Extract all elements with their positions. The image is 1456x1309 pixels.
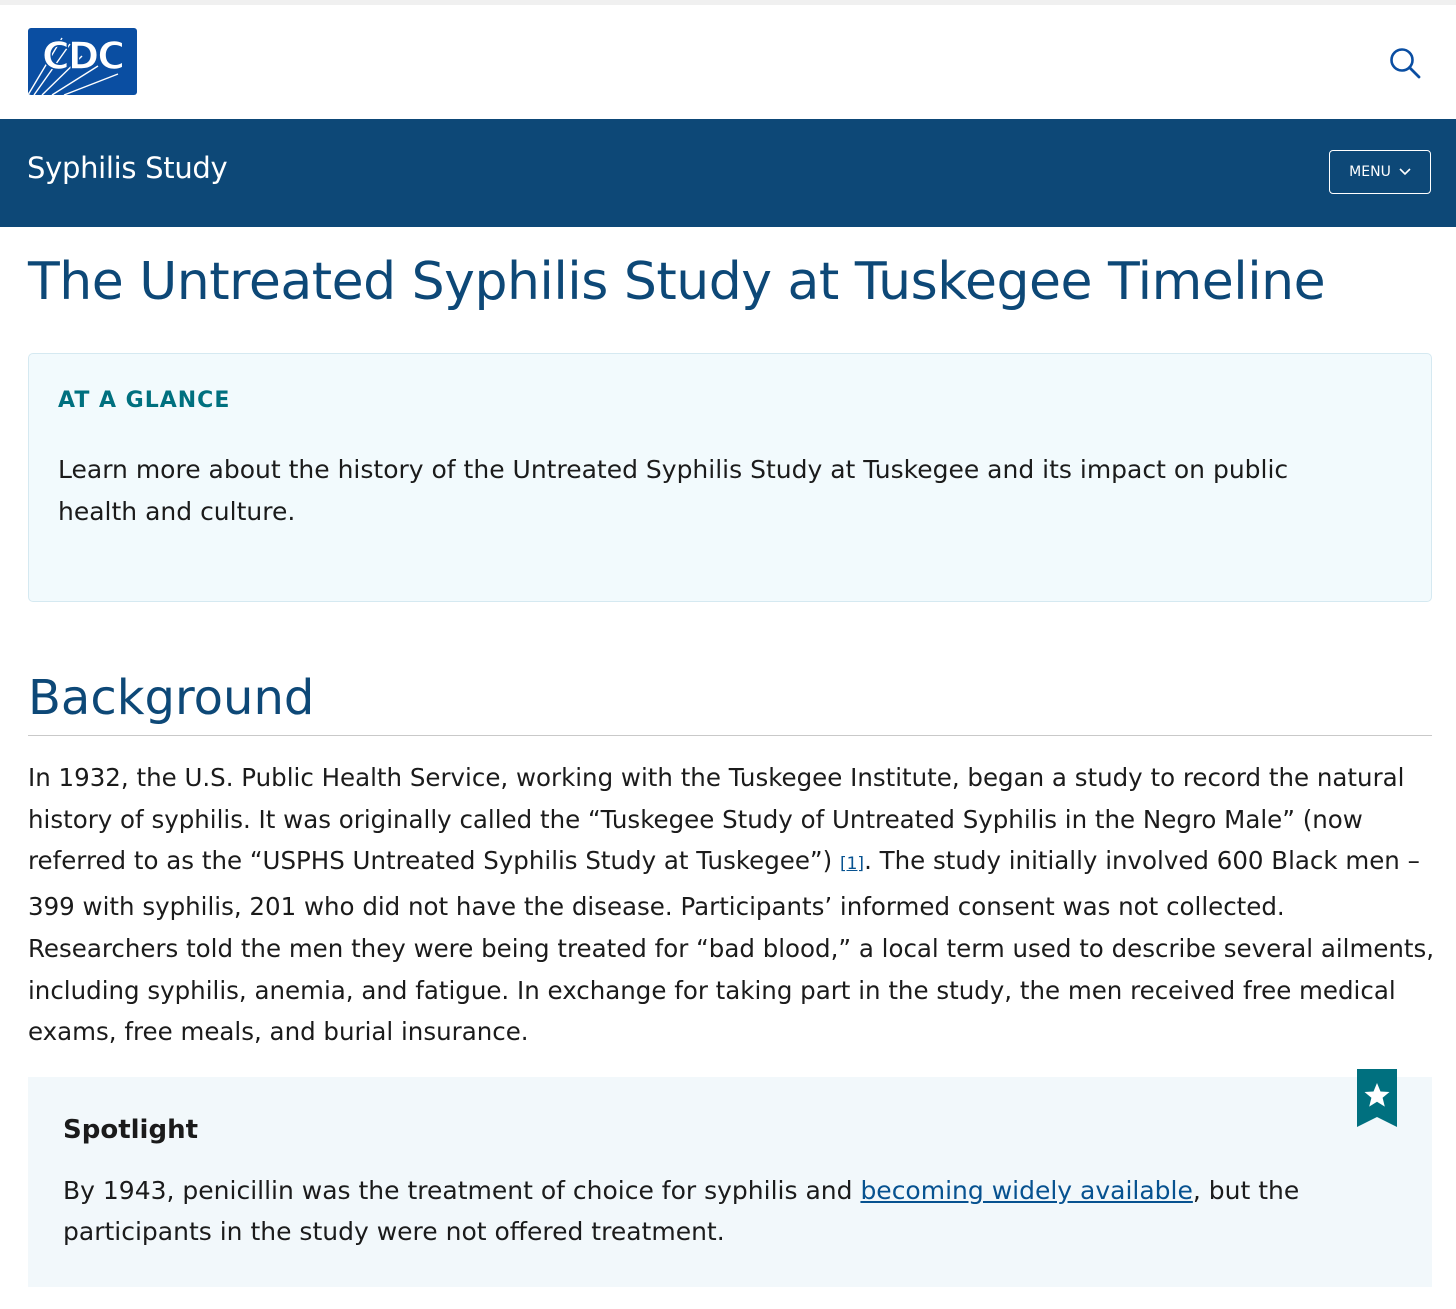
star-bookmark-icon <box>1357 1069 1397 1127</box>
widely-available-link[interactable]: becoming widely available <box>860 1176 1193 1205</box>
chevron-down-icon <box>1399 168 1411 176</box>
footnote-link-1[interactable]: [1] <box>839 854 865 875</box>
background-text-part-1: In 1932, the U.S. Public Health Service, working with the Tuskegee Institute, began a study to record the natural history of syphilis. It was originally called the “Tuskegee Study of Untreated Syphilis in the Negro Male” (now referred to as the “USPHS Untreated Syphilis Study at Tuskegee”) <box>28 763 1405 876</box>
site-title[interactable]: Syphilis Study <box>27 151 228 185</box>
logo-text: CDC <box>41 34 124 78</box>
page-title: The Untreated Syphilis Study at Tuskegee Timeline <box>28 252 1326 312</box>
background-heading: Background <box>28 670 315 726</box>
site-header <box>0 5 1456 119</box>
search-button[interactable] <box>1388 46 1422 80</box>
at-a-glance-label: AT A GLANCE <box>58 388 231 413</box>
spotlight-text-part-2: , but the participants in the study were not offered treatment. <box>63 1176 1300 1246</box>
cdc-logo[interactable] <box>28 28 137 95</box>
background-text-part-2: . The study initially involved 600 Black men – 399 with syphilis, 201 who did not have the disease. Participants’ informed consent was not collected. Researchers told the men they were being treated for “bad blood,” a local term used to describe several ailments, including syphilis, anemia, and fatigue. In exchange for taking part in the study, the men received free medical exams, free meals, and burial insurance. <box>28 846 1435 1047</box>
spotlight-title: Spotlight <box>63 1115 199 1145</box>
at-a-glance-box <box>28 353 1432 602</box>
spotlight-text-part-1: By 1943, penicillin was the treatment of choice for syphilis and <box>63 1176 861 1205</box>
search-icon <box>1388 46 1422 80</box>
site-banner <box>0 119 1456 227</box>
spotlight-text <box>63 1170 1363 1252</box>
menu-label: MENU <box>1349 164 1391 180</box>
heading-divider <box>28 735 1432 736</box>
spotlight-box <box>28 1077 1432 1287</box>
at-a-glance-text: Learn more about the history of the Untreated Syphilis Study at Tuskegee and its impact on public health and culture. <box>58 455 1289 526</box>
background-paragraph <box>28 757 1440 1053</box>
menu-button[interactable] <box>1329 150 1431 194</box>
